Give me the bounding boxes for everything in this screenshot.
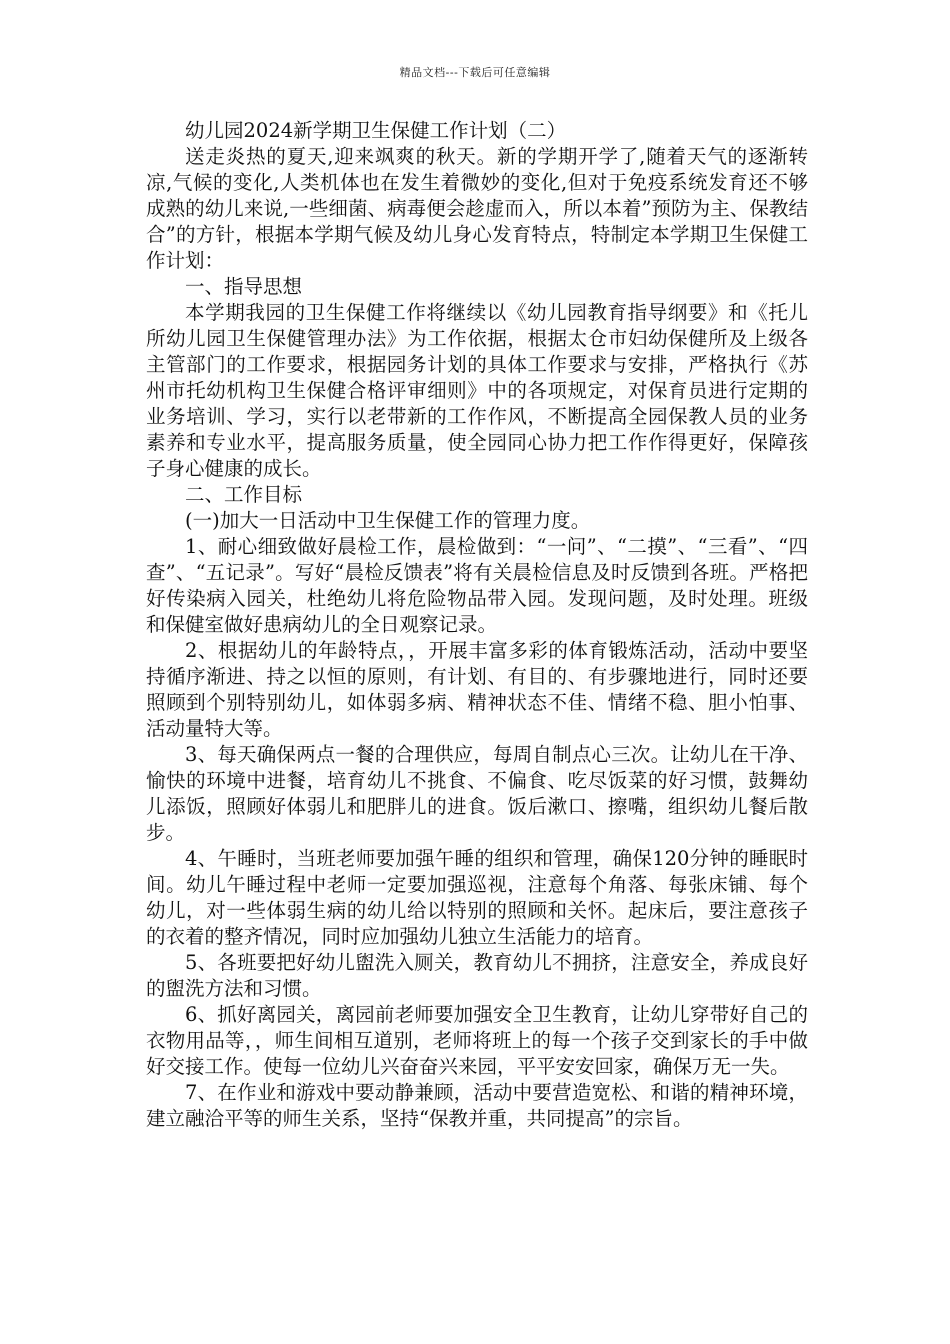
document-body (146, 118, 808, 1132)
section-heading-work-goals: 二、工作目标 (185, 483, 303, 506)
item-6-paragraph: 6、抓好离园关，离园前老师要加强安全卫生教育，让幼儿穿带好自己的衣物用品等，，师生间相互道别，老师将班上的每一个孩子交到家长的手中做好交接工作。使每一位幼儿兴奋奋兴来园，平平安安回家，确保万无一失。 (146, 1003, 808, 1078)
page-header: 精品文档---下载后可任意编辑 (399, 66, 551, 79)
section-heading-guiding-ideology: 一、指导思想 (185, 275, 303, 298)
item-2-paragraph: 2、根据幼儿的年龄特点，，开展丰富多彩的体育锻炼活动，活动中要坚持循序渐进、持之以恒的原则，有计划、有目的、有步骤地进行，同时还要照顾到个别特别幼儿，如体弱多病、精神状态不佳、情绪不稳、胆小怕事、活动量特大等。 (146, 639, 808, 740)
document-title: 幼儿园2024新学期卫生保健工作计划（二） (185, 119, 567, 142)
subsection-heading-daily-management: (一)加大一日活动中卫生保健工作的管理力度。 (185, 509, 591, 532)
intro-paragraph: 送走炎热的夏天,迎来飒爽的秋天。新的学期开学了,随着天气的逐渐转凉,气候的变化,人类机体也在发生着微妙的变化,但对于免疫系统发育还不够成熟的幼儿来说,一些细菌、病毒便会趁虚而入，所以本着”预防为主、保教结合”的方针，根据本学期气候及幼儿身心发育特点，特制定本学期卫生保健工作计划： (146, 145, 808, 272)
item-1-paragraph: 1、耐心细致做好晨检工作，晨检做到：“一问”、“二摸”、“三看”、“四查”、“五记录”。写好“晨检反馈表”将有关晨检信息及时反馈到各班。严格把好传染病入园关，杜绝幼儿将危险物品带入园。发现问题，及时处理。班级和保健室做好患病幼儿的全日观察记录。 (146, 535, 808, 636)
item-4-paragraph: 4、午睡时，当班老师要加强午睡的组织和管理，确保120分钟的睡眠时间。幼儿午睡过程中老师一定要加强巡视，注意每个角落、每张床铺、每个幼儿，对一些体弱生病的幼儿给以特别的照顾和关怀。起床后，要注意孩子的衣着的整齐情况，同时应加强幼儿独立生活能力的培育。 (146, 847, 808, 948)
item-3-paragraph: 3、每天确保两点一餐的合理供应，每周自制点心三次。让幼儿在干净、愉快的环境中进餐，培育幼儿不挑食、不偏食、吃尽饭菜的好习惯，鼓舞幼儿添饭，照顾好体弱儿和肥胖儿的进食。饭后漱口、擦嘴，组织幼儿餐后散步。 (146, 743, 808, 844)
guiding-ideology-paragraph: 本学期我园的卫生保健工作将继续以《幼儿园教育指导纲要》和《托儿所幼儿园卫生保健管理办法》为工作依据，根据太仓市妇幼保健所及上级各主管部门的工作要求，根据园务计划的具体工作要求与安排，严格执行《苏州市托幼机构卫生保健合格评审细则》中的各项规定，对保育员进行定期的业务培训、学习，实行以老带新的工作作风，不断提高全园保教人员的业务素养和专业水平，提高服务质量，使全园同心协力把工作作得更好，保障孩子身心健康的成长。 (146, 301, 808, 480)
item-5-paragraph: 5、各班要把好幼儿盥洗入厕关，教育幼儿不拥挤，注意安全，养成良好的盥洗方法和习惯。 (146, 951, 808, 1000)
item-7-paragraph: 7、在作业和游戏中要动静兼顾，活动中要营造宽松、和谐的精神环境，建立融洽平等的师生关系，坚持“保教并重，共同提高”的宗旨。 (146, 1081, 808, 1130)
